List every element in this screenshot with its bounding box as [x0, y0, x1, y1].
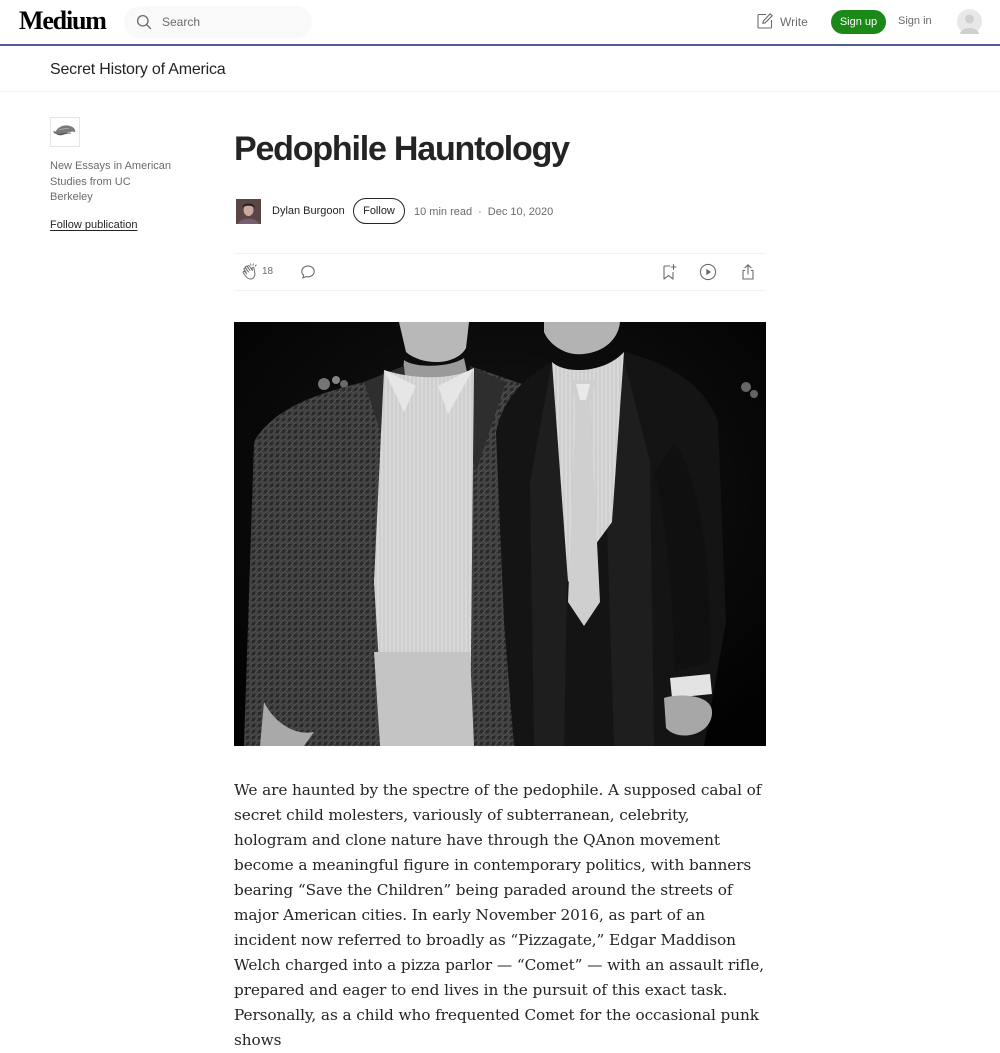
article-title: Pedophile Hauntology — [234, 130, 569, 168]
top-navigation — [0, 0, 1000, 44]
comment-icon[interactable] — [300, 264, 316, 280]
share-icon[interactable] — [739, 263, 757, 281]
sign-in-link[interactable]: Sign in — [898, 15, 932, 27]
write-label: Write — [780, 15, 808, 29]
author-photo — [236, 199, 261, 224]
publication-bar — [0, 46, 1000, 92]
publication-name[interactable]: Secret History of America — [50, 61, 226, 78]
sign-up-button[interactable]: Sign up — [831, 10, 886, 34]
write-button[interactable] — [756, 12, 810, 32]
follow-publication-link[interactable]: Follow publication — [50, 219, 138, 231]
search-input[interactable] — [124, 6, 312, 38]
author-avatar[interactable] — [236, 199, 261, 224]
medium-logo[interactable]: Medium — [19, 6, 106, 35]
article-meta — [414, 206, 553, 218]
write-icon — [756, 12, 774, 30]
follow-author-button[interactable]: Follow — [353, 198, 405, 224]
article-hero-image — [234, 322, 766, 746]
read-time: 10 min read — [414, 206, 473, 218]
search-placeholder: Search — [162, 15, 201, 29]
author-name[interactable]: Dylan Burgoon — [272, 205, 345, 217]
publication-description: New Essays in American Studies from UC Berkeley — [50, 160, 172, 203]
publication-logo-image — [51, 118, 79, 146]
clap-icon[interactable] — [241, 263, 259, 281]
search-icon — [136, 14, 152, 30]
play-circle-icon[interactable] — [699, 263, 717, 281]
user-avatar-icon[interactable] — [957, 9, 982, 34]
bookmark-add-icon[interactable] — [660, 263, 678, 281]
publish-date: Dec 10, 2020 — [487, 206, 554, 218]
default-avatar-icon — [957, 9, 982, 34]
hero-photo — [234, 322, 766, 746]
meta-separator: · — [478, 206, 482, 218]
article-action-bar — [234, 253, 766, 291]
clap-count[interactable]: 18 — [262, 266, 274, 277]
article-body-paragraph: We are haunted by the spectre of the pedophile. A supposed cabal of secret child molesters, variously of subterranean, celebrity, hologram and clone nature have through the QAnon movement become a meaningful figure in contemporary politics, with banners bearing “Save the Children” being paraded around the streets of major American cities. In early November 2016, as part of an incident now referred to broadly as “Pizzagate,” Edgar Maddison Welch charged into a pizza parlor — “Comet” — with an assault rifle, prepared and eager to end lives in the pursuit of this exact task. Personally, as a child who frequented Comet for the occasional punk shows — [234, 781, 764, 1049]
publication-logo[interactable] — [50, 117, 80, 147]
